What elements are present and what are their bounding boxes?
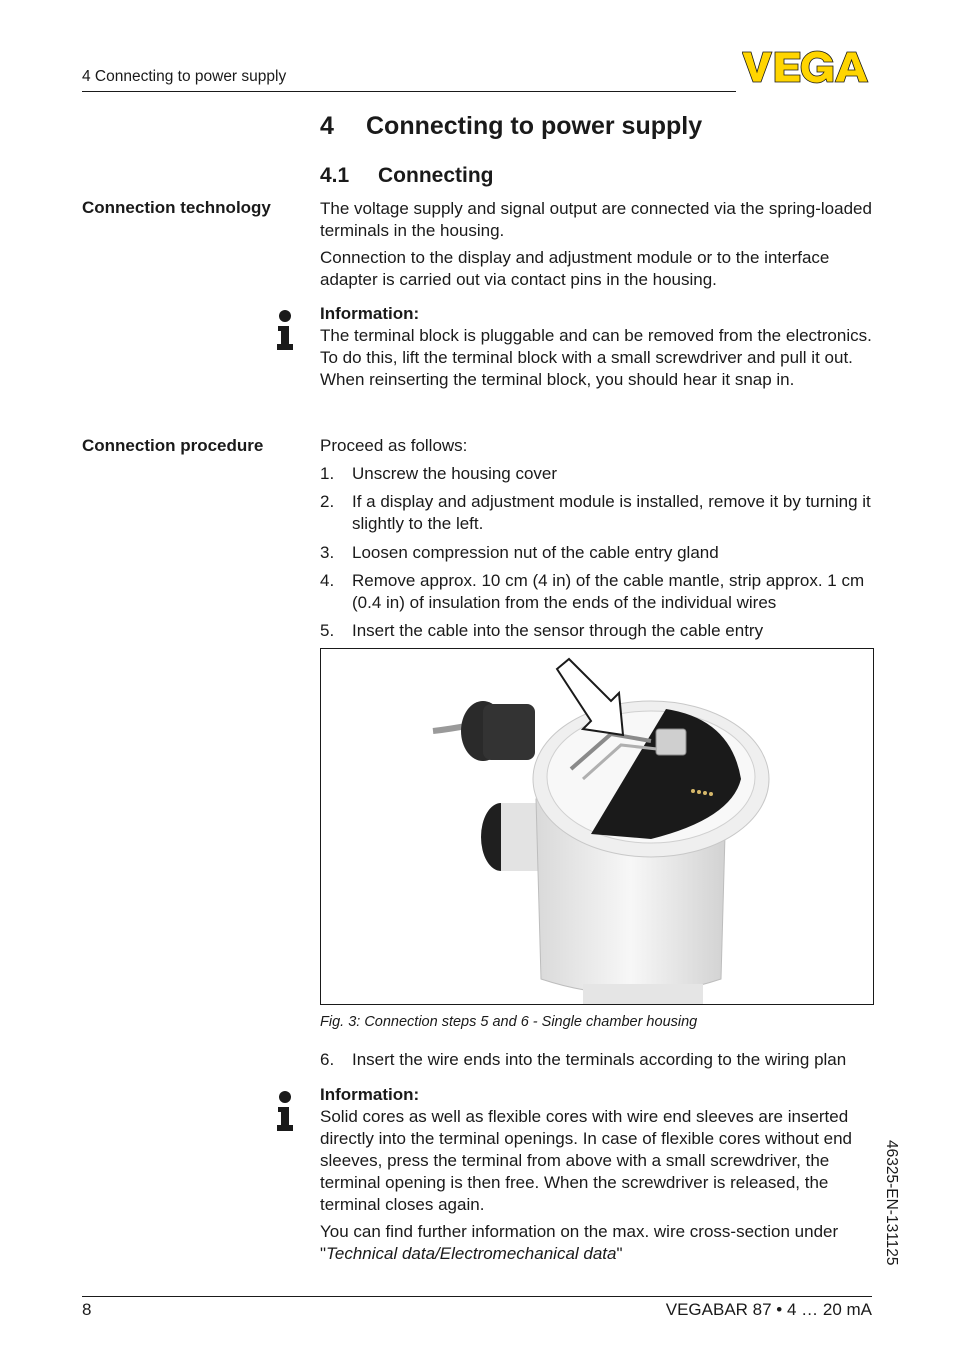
- step-text: Insert the cable into the sensor through the cable entry: [352, 621, 764, 640]
- section-title: Connecting to power supply: [366, 112, 703, 140]
- connection-technology-para1: The voltage supply and signal output are connected via the spring-loaded terminals in the housing.: [320, 199, 872, 240]
- section-number: 4: [320, 112, 334, 140]
- doc-id: 46325-EN-131125: [883, 1140, 900, 1266]
- page-number: 8: [82, 1300, 92, 1319]
- subsection-number: 4.1: [320, 164, 350, 187]
- step-number: 2.: [320, 492, 335, 511]
- info1-title: Information:: [320, 304, 420, 323]
- figure-caption: Fig. 3: Connection steps 5 and 6 - Single chamber housing: [320, 1014, 698, 1030]
- header-rule: [82, 91, 736, 92]
- step-item: [320, 620, 876, 642]
- info2-block: [320, 1084, 876, 1216]
- step-text: Insert the wire ends into the terminals according to the wiring plan: [352, 1050, 847, 1069]
- subsection-title: Connecting: [378, 164, 494, 187]
- subsection-heading: [320, 164, 494, 188]
- info2-title: Information:: [320, 1085, 420, 1104]
- step-text: Loosen compression nut of the cable entry gland: [352, 543, 719, 562]
- footer-rule: [82, 1296, 872, 1297]
- info2-more-suffix: ": [616, 1244, 623, 1263]
- step-item: [320, 542, 876, 564]
- doc-id-vertical: [876, 1140, 906, 1290]
- document-title: VEGABAR 87 • 4 … 20 mA: [665, 1300, 872, 1319]
- step-item: [320, 463, 876, 485]
- connection-technology-label: Connection technology: [82, 198, 271, 217]
- step-number: 3.: [320, 543, 335, 562]
- step-number: 4.: [320, 571, 335, 590]
- info1-block: [320, 303, 876, 391]
- info1-text: The terminal block is pluggable and can be removed from the electronics. To do this, lift the terminal block with a small screwdriver and pull it out. When reinserting the terminal block, you should hear it snap in.: [320, 326, 872, 389]
- connection-technology-para2: Connection to the display and adjustment module or to the interface adapter is carried out via contact pins in the housing.: [320, 248, 830, 289]
- info2-more-link: Technical data/Electromechanical data: [326, 1244, 617, 1263]
- vega-logo: [742, 50, 872, 84]
- figure-housing-illustration: [320, 648, 874, 1005]
- step-item: [320, 570, 876, 614]
- section-heading: [320, 112, 702, 141]
- step-item: [320, 491, 876, 535]
- step-number: 6.: [320, 1050, 335, 1069]
- step-item: [320, 1049, 876, 1071]
- info-icon: [275, 310, 295, 350]
- info2-more-prefix: You can find further information on the max. wire cross-section under ": [320, 1222, 839, 1263]
- info2-text: Solid cores as well as flexible cores with wire end sleeves are inserted directly into the terminal openings. In case of flexible cores without end sleeves, press the terminal from above with a small screwdriver, the terminal opening is then free. When the screwdriver is released, the terminal closes again.: [320, 1107, 853, 1214]
- connection-procedure-label: Connection procedure: [82, 436, 264, 455]
- info2-more: [320, 1221, 876, 1265]
- step-text: If a display and adjustment module is installed, remove it by turning it slightly to the left.: [352, 492, 871, 533]
- step-number: 1.: [320, 464, 335, 483]
- step-number: 5.: [320, 621, 335, 640]
- housing-illustration: [321, 649, 874, 1005]
- info-icon: [275, 1091, 295, 1131]
- step-text: Remove approx. 10 cm (4 in) of the cable mantle, strip approx. 1 cm (0.4 in) of insulation from the ends of the individual wires: [352, 571, 865, 612]
- procedure-intro: Proceed as follows:: [320, 436, 468, 455]
- step-text: Unscrew the housing cover: [352, 464, 558, 483]
- running-head: 4 Connecting to power supply: [82, 68, 287, 85]
